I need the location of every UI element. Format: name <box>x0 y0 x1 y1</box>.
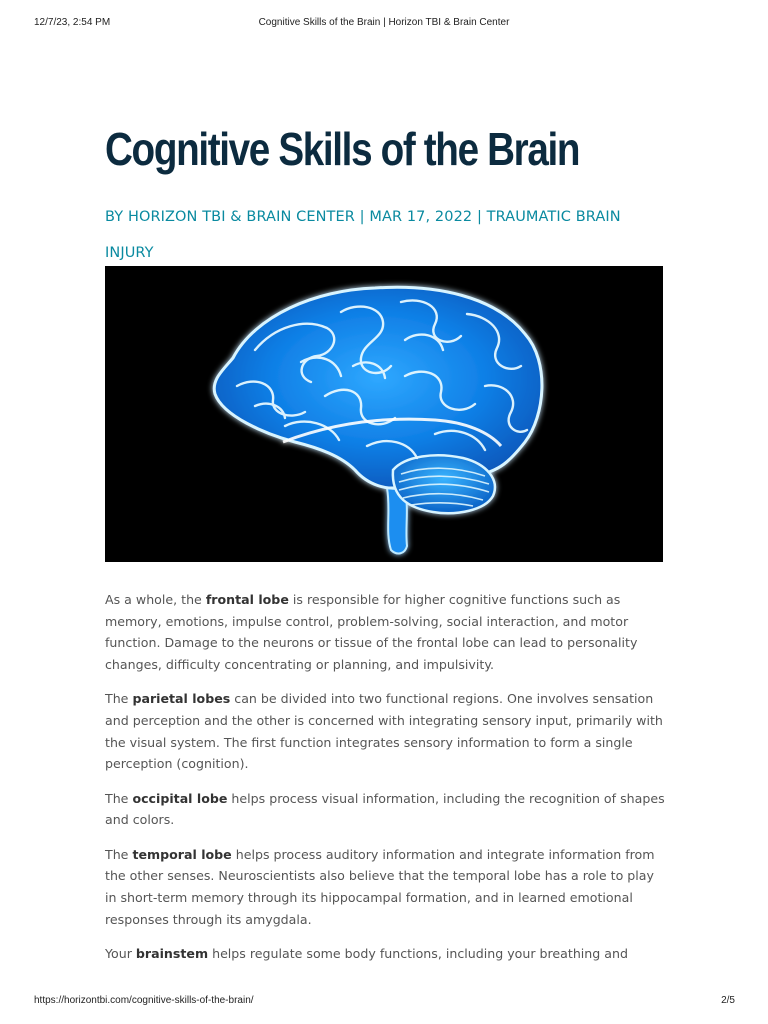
paragraph-text: The <box>105 790 133 806</box>
print-footer <box>0 995 768 1009</box>
paragraph-text: helps process visual information, including the recognition of shapes and colors. <box>105 790 665 828</box>
term-temporal-lobe: temporal lobe <box>132 846 232 862</box>
paragraph-text: helps process auditory information and integrate information from the other senses. Neuroscientists also believe that the temporal lobe has a role to play in short-term memory through its hippocampal formation, and in learned emotional responses through its amygdala. <box>105 846 655 927</box>
article-header <box>105 115 665 271</box>
meta-by: BY <box>105 209 124 225</box>
meta-separator: | <box>472 209 487 225</box>
paragraph-occipital-lobe <box>105 788 667 831</box>
paragraph-parietal-lobes <box>105 688 667 775</box>
term-parietal-lobes: parietal lobes <box>132 691 231 707</box>
paragraph-brainstem <box>105 943 667 965</box>
paragraph-text: The <box>105 691 133 707</box>
paragraph-text: Your <box>105 945 136 961</box>
print-url: https://horizontbi.com/cognitive-skills-of-the-brain/ <box>34 995 254 1006</box>
paragraph-text: As a whole, the <box>105 592 206 607</box>
brain-image <box>105 266 663 562</box>
category-link[interactable]: TRAUMATIC BRAIN INJURY <box>105 209 621 261</box>
article-title: Cognitive Skills of the Brain <box>105 123 580 175</box>
meta-separator: | <box>354 209 370 225</box>
print-header <box>0 12 768 26</box>
paragraph-text: is responsible for higher cognitive functions such as memory, emotions, impulse control, problem-solving, social interaction, and motor function. Damage to the neurons or tissue of the frontal lobe can lead to personality changes, difficulty concentrating or planning, and impulsivity. <box>105 592 638 673</box>
term-occipital-lobe: occipital lobe <box>132 790 228 806</box>
paragraph-frontal-lobe <box>105 589 667 676</box>
paragraph-text: helps regulate some body functions, including your breathing and <box>208 945 628 961</box>
post-date: MAR 17, 2022 <box>369 209 473 225</box>
brain-illustration <box>105 266 663 562</box>
print-page-number: 2/5 <box>721 995 735 1006</box>
paragraph-text: The <box>105 846 133 862</box>
term-brainstem: brainstem <box>135 945 209 961</box>
post-meta <box>105 199 665 271</box>
paragraph-text: can be divided into two functional regions. One involves sensation and perception and the other is concerned with integrating sensory input, primarily with the visual system. The first function integrates sensory information to form a single perception (cognition). <box>105 691 663 772</box>
author-link[interactable]: HORIZON TBI & BRAIN CENTER <box>127 209 355 225</box>
paragraph-temporal-lobe <box>105 844 667 931</box>
print-page-title: Cognitive Skills of the Brain | Horizon TBI & Brain Center <box>258 17 510 28</box>
print-datetime: 12/7/23, 2:54 PM <box>34 17 111 28</box>
term-frontal-lobe: frontal lobe <box>205 592 289 607</box>
article-body <box>105 589 667 977</box>
